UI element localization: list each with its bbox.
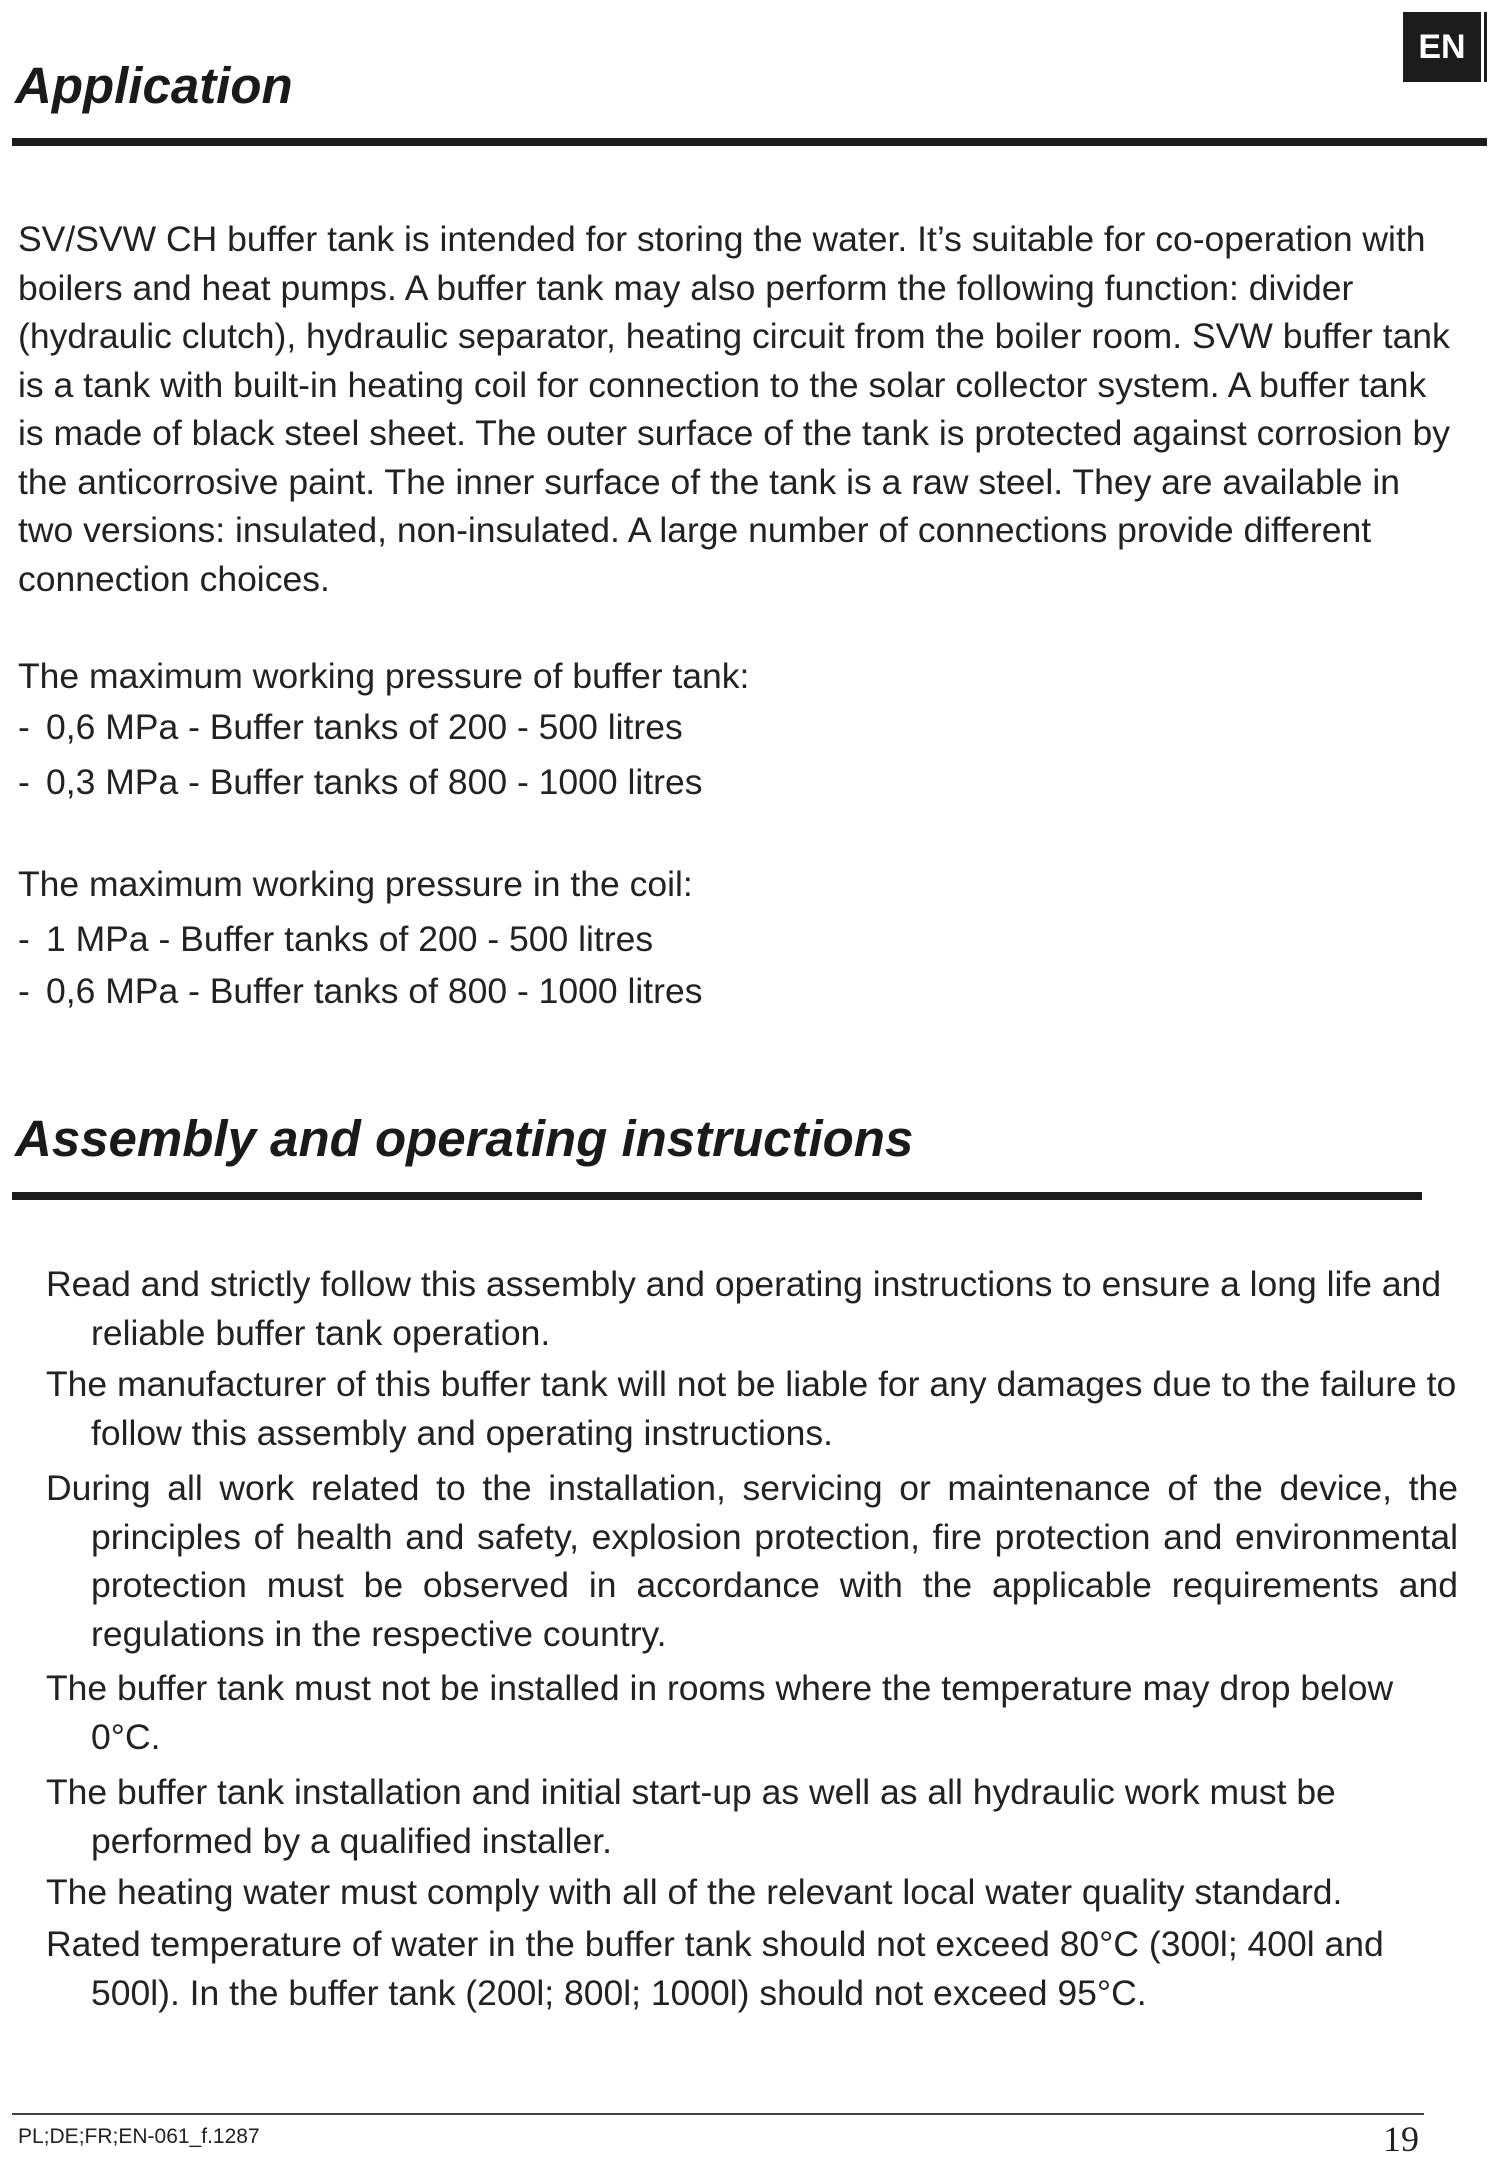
instruction-item: The buffer tank installation and initial start-up as well as all hydraulic work must be performed by a qualified installer.: [46, 1772, 1336, 1861]
coil-pressure-item: - 0,6 MPa - Buffer tanks of 800 - 1000 litres: [18, 971, 703, 1011]
instruction-item: Read and strictly follow this assembly and operating instructions to ensure a long life and reliable buffer tank operation.: [46, 1264, 1442, 1353]
footer-rule: [12, 2113, 1424, 2115]
instruction-item: Rated temperature of water in the buffer tank should not exceed 80°C (300l; 400l and 500l). In the buffer tank (200l; 800l; 1000l) should not exceed 95°C.: [46, 1924, 1384, 2013]
tank-pressure-heading: The maximum working pressure of buffer tank:: [18, 656, 750, 696]
instruction-item: During all work related to the installation, servicing or maintenance of the device, the principles of health and safety, explosion protection, fire protection and environmental protection must be observed in accordance with the applicable requirements and regulations in the respective country.: [46, 1468, 1458, 1654]
tank-pressure-item: - 0,6 MPa - Buffer tanks of 200 - 500 litres: [18, 707, 683, 747]
application-title: Application: [15, 57, 293, 114]
instruction-item: The heating water must comply with all of the relevant local water quality standard.: [46, 1872, 1343, 1912]
instruction-item: The manufacturer of this buffer tank will not be liable for any damages due to the failure to follow this assembly and operating instructions.: [46, 1364, 1457, 1453]
application-paragraph: SV/SVW CH buffer tank is intended for storing the water. It’s suitable for co-operation with boilers and heat pumps. A buffer tank may also perform the following function: divider (hydraulic clutch), hydraulic separator, heating circuit from the boiler room. SVW buffer tank is a tank with built-in heating coil for connection to the solar collector system. A buffer tank is made of black steel sheet. The outer surface of the tank is protected against corrosion by the anticorrosive paint. The inner surface of the tank is a raw steel. They are available in two versions: insulated, non-insulated. A large number of connections provide different connection choices.: [18, 219, 1450, 599]
assembly-title: Assembly and operating instructions: [15, 1110, 914, 1167]
page-number: 19: [1383, 2119, 1419, 2159]
coil-pressure-heading: The maximum working pressure in the coil:: [18, 864, 693, 904]
document-code: PL;DE;FR;EN-061_f.1287: [18, 2125, 260, 2148]
language-badge: EN: [1403, 12, 1481, 82]
application-title-rule: [12, 138, 1487, 146]
coil-pressure-item: - 1 MPa - Buffer tanks of 200 - 500 litres: [18, 919, 654, 959]
tank-pressure-item: - 0,3 MPa - Buffer tanks of 800 - 1000 litres: [18, 762, 703, 802]
assembly-title-rule: [12, 1192, 1422, 1200]
instruction-item: The buffer tank must not be installed in rooms where the temperature may drop below 0°C.: [46, 1668, 1394, 1757]
